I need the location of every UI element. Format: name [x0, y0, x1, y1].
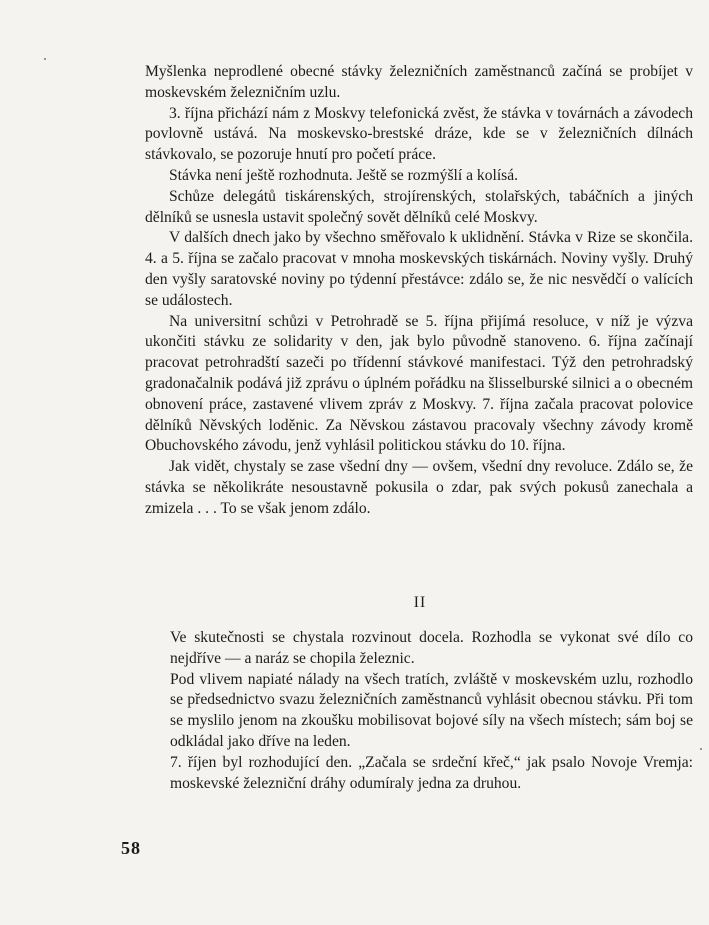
- page-number: 58: [121, 838, 141, 858]
- print-speck: [700, 748, 702, 750]
- section-two-text: [170, 628, 693, 794]
- section-heading: II: [413, 594, 427, 611]
- paragraph: Jak vidět, chystaly se zase všední dny — ovšem, všední dny revoluce. Zdálo se, že stávka se několikráte nesoustavně pokusila o zdar, pak svých pokusů zanechala a zmizela . . . To se však jenom zdálo.: [145, 458, 693, 517]
- paragraph: Myšlenka neprodlené obecné stávky železničních zaměstnanců začíná se probíjet v moskevském železničním uzlu.: [145, 63, 693, 101]
- paragraph: V dalších dnech jako by všechno směřovalo k uklidnění. Stávka v Rize se skončila. 4. a 5. října se začalo pracovat v mnoha moskevských tiskárnách. Noviny vyšly. Druhý den vyšly saratovské noviny po týdenní přestávce: zdálo se, že nic nesvědčí o valících se událostech.: [145, 229, 693, 309]
- print-speck: [44, 58, 46, 60]
- paragraph: 3. října přichází nám z Moskvy telefonická zvěst, že stávka v továrnách a závodech povlovně ustává. Na moskevsko-brestské dráze, kde se v železničních dílnách stávkovalo, se pozoruje hnutí pro početí práce.: [145, 104, 693, 164]
- paragraph: Pod vlivem napiaté nálady na všech tratích, zvláště v moskevském uzlu, rozhodlo se předsednictvo svazu železničních zaměstnanců vyhlásit obecnou stávku. Při tom se myslilo jenom na zkoušku mobilisovat bojové síly na všech místech; sám boj se odkládal jako dříve na leden.: [170, 670, 693, 750]
- paragraph: Schůze delegátů tiskárenských, strojírenských, stolařských, tabáčních a jiných dělníků se usnesla ustavit společný sovět dělníků celé Moskvy.: [145, 187, 693, 226]
- paragraph: 7. říjen byl rozhodující den. „Začala se srdeční křeč,“ jak psalo Novoje Vremja: moskevské železniční dráhy odumíraly jedna za druhou.: [170, 753, 693, 792]
- paragraph: Ve skutečnosti se chystala rozvinout docela. Rozhodla se vykonat své dílo co nejdříve — a naráz se chopila železnic.: [170, 629, 693, 667]
- paragraph: Na universitní schůzi v Petrohradě se 5. října přijímá resoluce, v níž je výzva ukončiti stávku ze solidarity v den, jak bylo původně stanoveno. 6. října začínají pracovat petrohradští sazeči po třídenní stávkové manifestaci. Týž den petrohradský gradonačalnik podává již zprávu o úplném pořádku na šlisselburské silnici a o obecném obnovení práce, zastavené vlivem zpráv z Moskvy. 7. října začala pracovat polovice dělníků Něvských loděnic. Za Něvskou zástavou pracovaly všechny závody kromě Obuchovského závodu, jenž vyhlásil politickou stávku do 10. října.: [145, 312, 693, 455]
- section-one-text: [145, 62, 693, 520]
- paragraph: Stávka není ještě rozhodnuta. Ještě se rozmýšlí a kolísá.: [169, 166, 519, 184]
